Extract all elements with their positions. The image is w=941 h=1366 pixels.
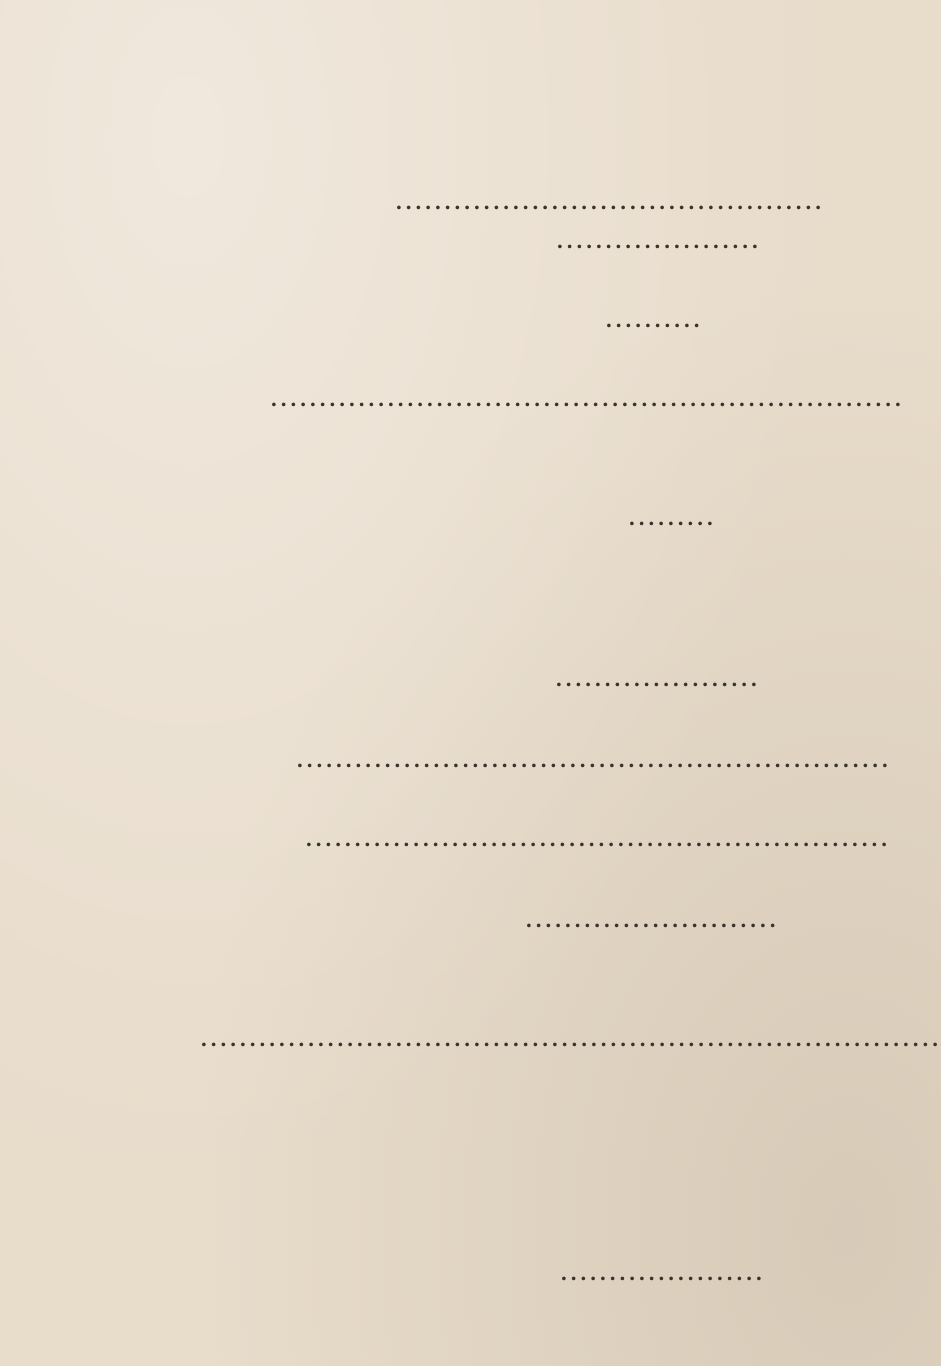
leader-dots: ..................... xyxy=(555,658,760,693)
leader-dots: ................................................................. xyxy=(270,378,904,413)
leader-dots: ............................................................................ xyxy=(200,1018,941,1053)
leader-dots: ..................... xyxy=(556,220,761,255)
leader-dots: ............................................................ xyxy=(305,818,890,853)
leader-dots: ......... xyxy=(628,497,716,532)
leader-dots: ............................................................. xyxy=(296,739,891,774)
leader-dots: ............................................ xyxy=(395,181,824,216)
leader-dots: ..................... xyxy=(560,1252,765,1287)
leader-dots: .......................... xyxy=(525,899,779,934)
leader-dots: .......... xyxy=(605,299,703,334)
